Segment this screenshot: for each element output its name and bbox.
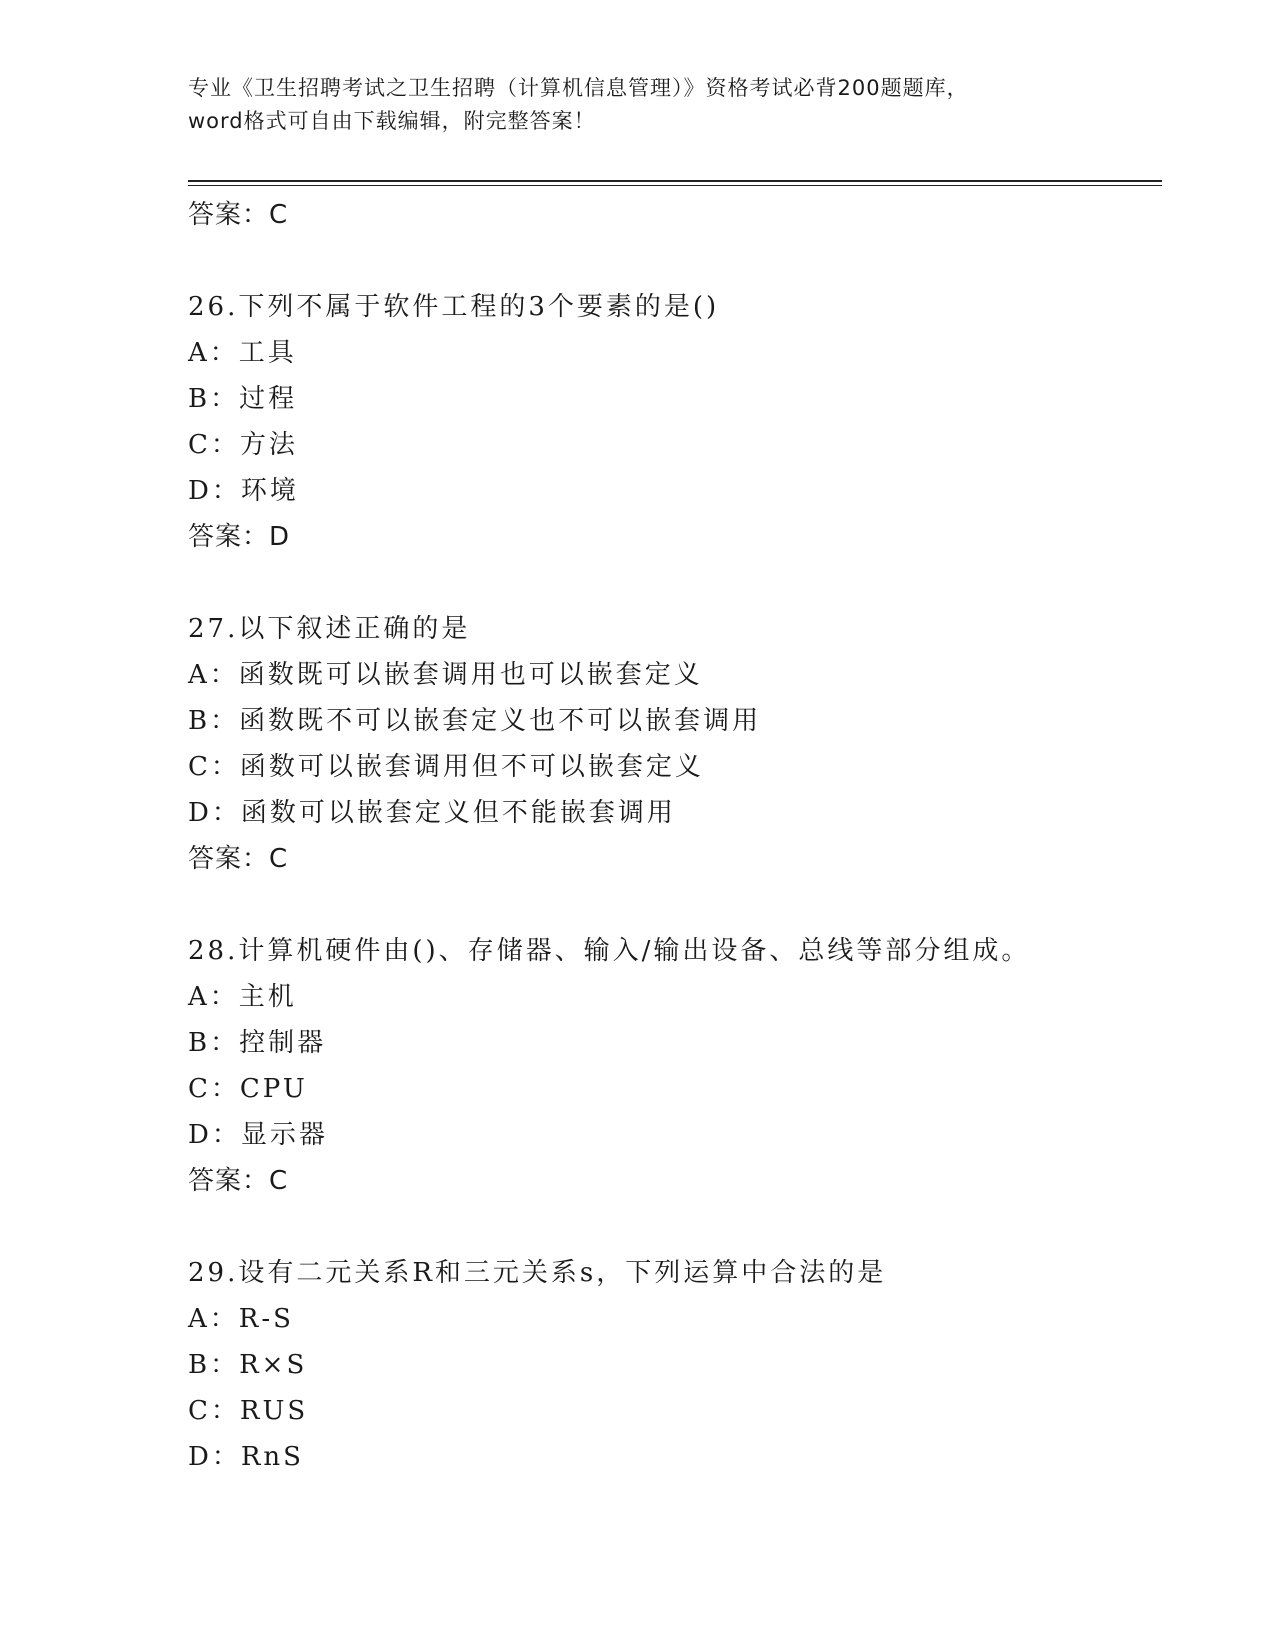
option-c: C：CPU (188, 1074, 308, 1104)
option-b: B：控制器 (188, 1028, 327, 1058)
option-d: D：RnS (188, 1442, 304, 1472)
spacer (188, 882, 1148, 928)
question-stem: 28.计算机硬件由()、存储器、输入/输出设备、总线等部分组成。 (188, 936, 1031, 966)
question-stem: 27.以下叙述正确的是 (188, 614, 471, 644)
option-d: D：环境 (188, 476, 299, 506)
option-a: A：函数既可以嵌套调用也可以嵌套定义 (188, 660, 703, 690)
question-29 (188, 1250, 1148, 1480)
spacer (188, 238, 1148, 284)
option-c: C：方法 (188, 430, 298, 460)
question-stem: 26.下列不属于软件工程的3个要素的是() (188, 292, 720, 322)
option-a: A：主机 (188, 982, 297, 1012)
question-27 (188, 606, 1148, 882)
spacer (188, 560, 1148, 606)
option-b: B：过程 (188, 384, 298, 414)
question-28 (188, 928, 1148, 1204)
answer: 答案：D (188, 522, 291, 552)
question-stem: 29.设有二元关系R和三元关系s，下列运算中合法的是 (188, 1258, 887, 1288)
header-divider-thin (188, 185, 1162, 186)
question-26 (188, 284, 1148, 560)
answer: 答案：C (188, 844, 289, 874)
option-d: D：显示器 (188, 1120, 328, 1150)
spacer (188, 1204, 1148, 1250)
option-c: C：RUS (188, 1396, 309, 1426)
header-divider (188, 180, 1162, 182)
option-a: A：工具 (188, 338, 297, 368)
option-a: A：R-S (188, 1304, 294, 1334)
question-list (188, 192, 1148, 1480)
answer: 答案：C (188, 1166, 289, 1196)
option-c: C：函数可以嵌套调用但不可以嵌套定义 (188, 752, 704, 782)
header-line-1: 专业《卫生招聘考试之卫生招聘（计算机信息管理）》资格考试必背200题题库， (188, 76, 969, 100)
previous-answer: 答案：C (188, 200, 289, 230)
option-b: B：函数既不可以嵌套定义也不可以嵌套调用 (188, 706, 762, 736)
document-header (188, 72, 1088, 138)
option-b: B：R×S (188, 1350, 308, 1380)
header-line-2: word格式可自由下载编辑，附完整答案！ (188, 109, 596, 133)
option-d: D：函数可以嵌套定义但不能嵌套调用 (188, 798, 676, 828)
